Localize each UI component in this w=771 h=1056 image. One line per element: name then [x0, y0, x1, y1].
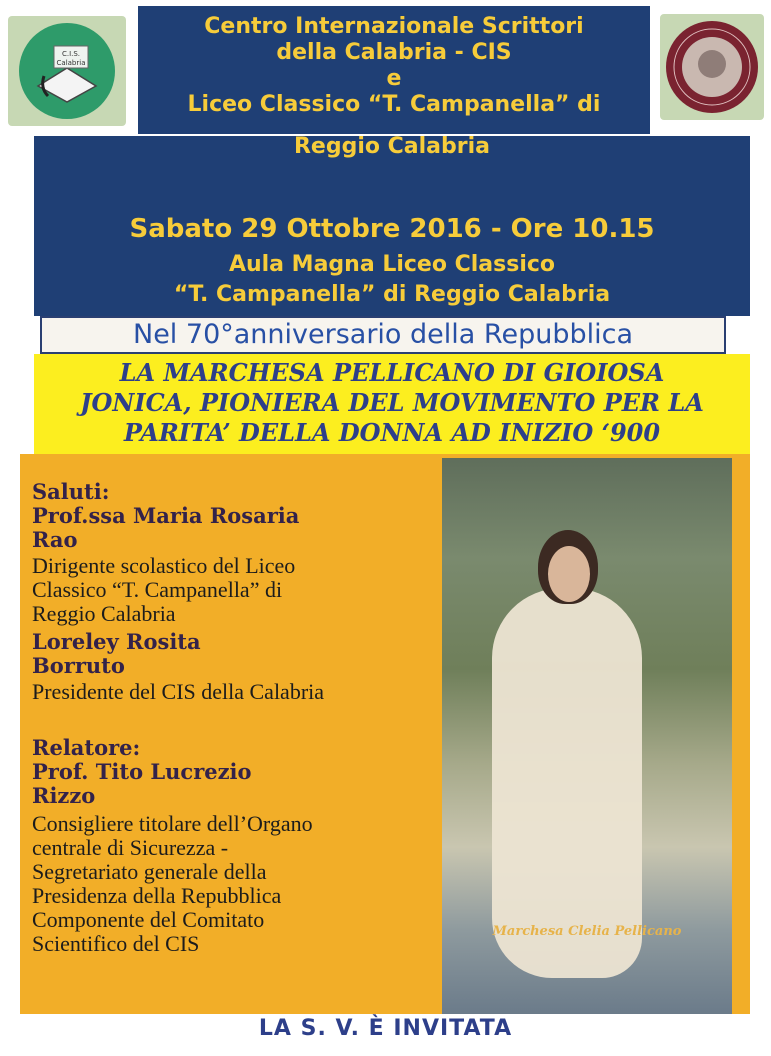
header-line-4: Liceo Classico “T. Campanella” di [187, 92, 601, 117]
speaker1-name-line-2: Rao [32, 527, 78, 552]
relatore-role-line-6: Scientifico del CIS [32, 931, 200, 956]
saluti-heading: Saluti: [32, 479, 110, 504]
speaker1-role-line-3: Reggio Calabria [32, 601, 176, 626]
header-line-2: della Calabria - CIS [276, 40, 512, 65]
portrait-caption: Marchesa Clelia Pellicano [492, 924, 682, 939]
title-band [34, 354, 750, 454]
relatore-heading: Relatore: [32, 735, 141, 760]
header-line-5: Reggio Calabria [293, 134, 491, 159]
speaker2-name-line-2: Borruto [32, 653, 125, 678]
speaker1-name-line-1: Prof.ssa Maria Rosaria [32, 503, 300, 528]
title-line-1: LA MARCHESA PELLICANO DI GIOIOSA [119, 358, 665, 387]
relatore-role-line-3: Segretariato generale della [32, 859, 267, 884]
header-band [138, 6, 650, 134]
title-line-2: JONICA, PIONIERA DEL MOVIMENTO PER LA [80, 388, 704, 417]
event-date: Sabato 29 Ottobre 2016 - Ore 10.15 [129, 214, 655, 244]
speaker1-role-line-1: Dirigente scolastico del Liceo [32, 553, 296, 578]
portrait-dress [492, 588, 642, 978]
svg-text:Calabria: Calabria [56, 59, 86, 67]
portrait-image [442, 458, 732, 1014]
header-line-3: e [386, 66, 402, 91]
svg-text:C.I.S.: C.I.S. [61, 50, 81, 58]
speaker2-role-line-1: Presidente del CIS della Calabria [32, 679, 325, 704]
relatore-name-line-2: Rizzo [32, 783, 96, 808]
event-band [34, 136, 750, 316]
event-venue-line-1: Aula Magna Liceo Classico [228, 252, 556, 277]
invitation-text: LA S. V. È INVITATA [258, 1016, 513, 1041]
relatore-role-line-5: Componente del Comitato [32, 907, 265, 932]
portrait-face [548, 546, 590, 602]
cis-logo [8, 16, 126, 126]
speaker1-role-line-2: Classico “T. Campanella” di [32, 577, 283, 602]
event-venue-line-2: “T. Campanella” di Reggio Calabria [173, 282, 611, 307]
relatore-role-line-4: Presidenza della Repubblica [32, 883, 282, 908]
liceo-logo [660, 14, 764, 120]
relatore-role-line-2: centrale di Sicurezza - [32, 835, 229, 860]
relatore-name-line-1: Prof. Tito Lucrezio [32, 759, 252, 784]
anniversary-banner: Nel 70°anniversario della Repubblica [40, 316, 726, 354]
relatore-role-line-1: Consigliere titolare dell’Organo [32, 811, 313, 836]
speaker2-name-line-1: Loreley Rosita [32, 629, 201, 654]
title-line-3: PARITA’ DELLA DONNA AD INIZIO ‘900 [123, 418, 661, 447]
header-line-1: Centro Internazionale Scrittori [204, 14, 584, 39]
